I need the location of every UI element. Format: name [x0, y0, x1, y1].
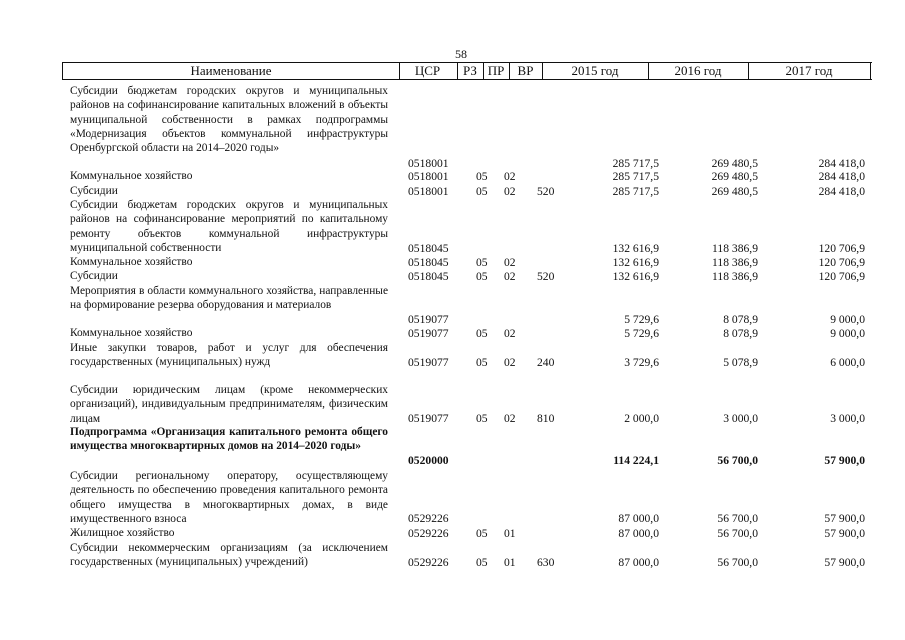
- row-csr: 0520000: [408, 453, 449, 467]
- row-csr: 0529226: [408, 555, 449, 569]
- row-2015: 114 224,1: [613, 453, 659, 467]
- row-2017: 120 706,9: [818, 255, 865, 269]
- table-row: [0, 284, 905, 327]
- row-name: Коммунальное хозяйство: [70, 170, 193, 182]
- row-csr: 0519077: [408, 355, 449, 369]
- row-rz: 05: [476, 355, 488, 369]
- row-2016: 56 700,0: [717, 555, 758, 569]
- row-2015: 5 729,6: [624, 326, 659, 340]
- row-csr: 0529226: [408, 526, 449, 540]
- row-2015: 132 616,9: [612, 255, 659, 269]
- row-2017: 57 900,0: [824, 453, 865, 467]
- row-2015: 87 000,0: [618, 511, 659, 525]
- table-row: [0, 169, 905, 184]
- row-rz: 05: [476, 326, 488, 340]
- row-2015: 132 616,9: [612, 241, 659, 255]
- row-2017: 284 418,0: [818, 156, 865, 170]
- row-pr: 02: [504, 269, 516, 283]
- row-pr: 02: [504, 411, 516, 425]
- row-2016: 8 078,9: [723, 312, 758, 326]
- row-2016: 5 078,9: [723, 355, 758, 369]
- table-row: [0, 341, 905, 370]
- row-vr: 520: [537, 184, 555, 198]
- row-2015: 2 000,0: [624, 411, 659, 425]
- header-csr: ЦСР: [398, 63, 458, 79]
- table-row: [0, 526, 905, 541]
- row-pr: 01: [504, 526, 516, 540]
- row-name: Субсидии: [70, 270, 118, 282]
- row-2016: 3 000,0: [723, 411, 758, 425]
- row-vr: 810: [537, 411, 555, 425]
- row-pr: 02: [504, 355, 516, 369]
- row-2016: 118 386,9: [712, 241, 758, 255]
- table-row: [0, 469, 905, 526]
- row-2016: 56 700,0: [717, 526, 758, 540]
- row-name: Подпрограмма «Организация капитального ремонта общего имущества многоквартирных домов на 2014–2020 годы»: [70, 426, 388, 453]
- row-2017: 120 706,9: [818, 269, 865, 283]
- row-2016: 269 480,5: [711, 156, 758, 170]
- row-csr: 0518045: [408, 255, 449, 269]
- header-2015: 2015 год: [542, 63, 649, 79]
- row-2017: 284 418,0: [818, 169, 865, 183]
- row-2017: 284 418,0: [818, 184, 865, 198]
- row-2017: 57 900,0: [824, 526, 865, 540]
- row-2016: 8 078,9: [723, 326, 758, 340]
- table-row: [0, 184, 905, 199]
- row-name: Коммунальное хозяйство: [70, 327, 193, 339]
- row-name: Субсидии: [70, 185, 118, 197]
- row-name: Субсидии юридическим лицам (кроме некоммерческих организаций), индивидуальным предпринимателям, физическим лицам: [70, 384, 388, 425]
- row-csr: 0519077: [408, 411, 449, 425]
- row-2017: 57 900,0: [824, 511, 865, 525]
- row-name: Субсидии региональному оператору, осуществляющему деятельность по обеспечению проведения капитального ремонта общего имущества в многоквартирных домах, в виде имущественного взноса: [70, 470, 388, 525]
- row-2015: 285 717,5: [612, 156, 659, 170]
- row-csr: 0518045: [408, 269, 449, 283]
- row-rz: 05: [476, 555, 488, 569]
- header-name: Наименование: [62, 63, 400, 79]
- row-2015: 132 616,9: [612, 269, 659, 283]
- row-2015: 285 717,5: [612, 169, 659, 183]
- row-rz: 05: [476, 526, 488, 540]
- row-2017: 120 706,9: [818, 241, 865, 255]
- table-row: [0, 269, 905, 284]
- row-pr: 02: [504, 184, 516, 198]
- row-name: Иные закупки товаров, работ и услуг для обеспечения государственных (муниципальных) нужд: [70, 342, 388, 369]
- row-csr: 0519077: [408, 326, 449, 340]
- table-row: [0, 255, 905, 270]
- row-2016: 56 700,0: [717, 453, 758, 467]
- row-name: Субсидии бюджетам городских округов и муниципальных районов на софинансирование капитальных вложений в объекты муниципальной собственности в рамках подпрограммы «Модернизация объектов коммунальной инфраструктуры Оренбургской области на 2014–2020 годы»: [70, 85, 388, 155]
- row-rz: 05: [476, 169, 488, 183]
- row-csr: 0518001: [408, 169, 449, 183]
- row-2016: 56 700,0: [717, 511, 758, 525]
- row-2016: 269 480,5: [711, 169, 758, 183]
- row-csr: 0529226: [408, 511, 449, 525]
- table-row: [0, 326, 905, 341]
- header-pr: ПР: [483, 63, 510, 79]
- row-rz: 05: [476, 184, 488, 198]
- row-2015: 5 729,6: [624, 312, 659, 326]
- row-rz: 05: [476, 411, 488, 425]
- row-name: Коммунальное хозяйство: [70, 256, 193, 268]
- page-number: 58: [455, 47, 467, 61]
- row-2017: 9 000,0: [830, 326, 865, 340]
- header-2017: 2017 год: [748, 63, 871, 79]
- row-2015: 87 000,0: [618, 555, 659, 569]
- row-pr: 02: [504, 169, 516, 183]
- header-2016: 2016 год: [648, 63, 749, 79]
- row-csr: 0519077: [408, 312, 449, 326]
- row-pr: 02: [504, 255, 516, 269]
- row-2015: 285 717,5: [612, 184, 659, 198]
- row-csr: 0518001: [408, 184, 449, 198]
- row-vr: 240: [537, 355, 555, 369]
- row-2016: 269 480,5: [711, 184, 758, 198]
- row-2016: 118 386,9: [712, 269, 758, 283]
- row-name: Жилищное хозяйство: [70, 527, 175, 539]
- row-2016: 118 386,9: [712, 255, 758, 269]
- row-rz: 05: [476, 269, 488, 283]
- table-row: [0, 84, 905, 171]
- row-2017: 57 900,0: [824, 555, 865, 569]
- table-row: [0, 425, 905, 468]
- table-row: [0, 383, 905, 426]
- header-vr: ВР: [509, 63, 543, 79]
- row-2015: 3 729,6: [624, 355, 659, 369]
- row-rz: 05: [476, 255, 488, 269]
- row-pr: 02: [504, 326, 516, 340]
- row-name: Субсидии некоммерческим организациям (за исключением государственных (муниципальных) учреждений): [70, 542, 388, 569]
- row-2017: 3 000,0: [830, 411, 865, 425]
- row-csr: 0518001: [408, 156, 449, 170]
- row-name: Субсидии бюджетам городских округов и муниципальных районов на софинансирование мероприятий по капитальному ремонту объектов коммунальной инфраструктуры муниципальной собственности: [70, 199, 388, 254]
- table-row: [0, 198, 905, 256]
- table-row: [0, 541, 905, 570]
- row-csr: 0518045: [408, 241, 449, 255]
- row-2017: 6 000,0: [830, 355, 865, 369]
- row-pr: 01: [504, 555, 516, 569]
- header-rz: РЗ: [457, 63, 484, 79]
- row-vr: 630: [537, 555, 555, 569]
- row-name: Мероприятия в области коммунального хозяйства, направленные на формирование резерва оборудования и материалов: [70, 285, 388, 312]
- row-2017: 9 000,0: [830, 312, 865, 326]
- row-2015: 87 000,0: [618, 526, 659, 540]
- row-vr: 520: [537, 269, 555, 283]
